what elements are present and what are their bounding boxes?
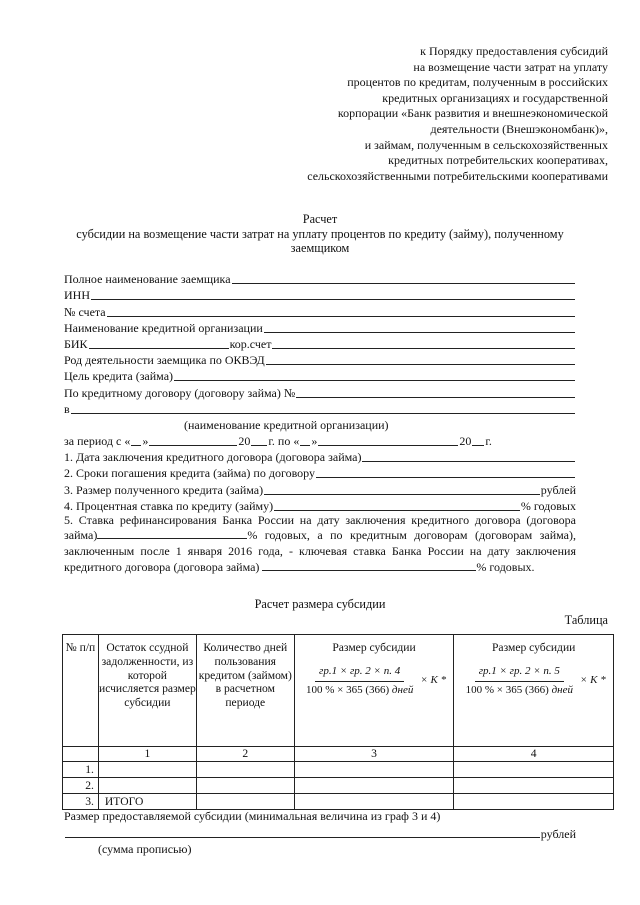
column-number xyxy=(63,747,99,762)
multiplier: × K * xyxy=(579,674,606,687)
field-label: 2. Сроки погашения кредита (займа) по договору xyxy=(64,466,315,481)
formula xyxy=(295,665,454,698)
field-label: % годовых. xyxy=(476,559,535,574)
blank-line[interactable] xyxy=(65,826,540,838)
blank-line[interactable] xyxy=(174,369,575,381)
table-caption: Таблица xyxy=(564,613,608,627)
subsidy-amount xyxy=(64,808,576,856)
field-period xyxy=(64,432,576,448)
blank-line[interactable] xyxy=(264,321,575,333)
field-item1 xyxy=(64,448,576,464)
formula xyxy=(454,665,613,698)
table-title: Расчет размера субсидии xyxy=(254,597,386,611)
total-label: ИТОГО xyxy=(98,794,196,810)
blank-line[interactable] xyxy=(300,434,310,446)
field-label: По кредитному договору (договору займа) № xyxy=(64,385,296,400)
subsidy-amount-row xyxy=(64,824,576,840)
header-line: сельскохозяйственными потребительскими кооперативами xyxy=(307,168,608,183)
blank-line[interactable] xyxy=(251,434,267,446)
multiplier: × K * xyxy=(420,674,447,687)
blank-line[interactable] xyxy=(232,272,575,284)
header-cell-formula-4 xyxy=(454,635,614,747)
blank-line[interactable] xyxy=(131,434,141,446)
field-agreement xyxy=(64,383,576,399)
denominator-value: 100 % × 365 (366) xyxy=(465,683,549,696)
field-label: 20 xyxy=(238,434,251,449)
header-line: деятельности (Внешэкономбанк)», xyxy=(430,121,608,136)
blank-line[interactable] xyxy=(362,450,575,462)
field-label: г. xyxy=(485,434,492,449)
header-line: корпорации «Банк развития и внешнеэкономической xyxy=(337,106,608,121)
header-cell: Количество дней пользования кредитом (займом) в расчетном периоде xyxy=(196,635,294,747)
table-cell[interactable] xyxy=(196,762,294,778)
blank-line[interactable] xyxy=(316,466,575,478)
column-number: 2 xyxy=(196,747,294,762)
table-cell[interactable] xyxy=(454,778,614,794)
blank-line[interactable] xyxy=(318,434,458,446)
unit-label: рублей xyxy=(540,827,576,841)
denominator-value: 100 % × 365 (366) xyxy=(305,683,390,696)
header-cell: № п/п xyxy=(63,635,99,747)
numerator: гр.1 × гр. 2 × п. 4 xyxy=(315,665,404,682)
blank-line[interactable] xyxy=(472,434,484,446)
field-activity xyxy=(64,351,576,367)
blank-line[interactable] xyxy=(89,337,229,349)
table-cell[interactable] xyxy=(454,762,614,778)
denominator xyxy=(302,682,417,698)
document-title: Расчет xyxy=(302,212,338,226)
field-label: № счета xyxy=(64,304,106,319)
form-fields xyxy=(64,270,576,575)
table-cell[interactable] xyxy=(196,778,294,794)
field-bik xyxy=(64,335,576,351)
field-bank xyxy=(64,400,576,416)
header-line: процентов по кредитам, полученным в российских xyxy=(347,75,608,90)
column-number: 4 xyxy=(454,747,614,762)
bank-caption: (наименование кредитной организации) xyxy=(184,417,389,432)
header-line: на возмещение части затрат на уплату xyxy=(413,59,608,74)
field-purpose xyxy=(64,367,576,383)
blank-line[interactable] xyxy=(149,434,237,446)
row-number: 2. xyxy=(63,778,99,794)
field-label: 1. Дата заключения кредитного договора (договора займа) xyxy=(64,450,362,465)
field-item2 xyxy=(64,464,576,480)
unit-label: рублей xyxy=(540,482,576,497)
blank-line[interactable] xyxy=(97,528,247,539)
document-subtitle: субсидии на возмещение части затрат на уплату процентов по кредиту (займу), полученному заемщиком xyxy=(76,227,564,255)
table-cell[interactable] xyxy=(294,762,454,778)
subsidy-label: Размер предоставляемой субсидии (минимальная величина из граф 3 и 4) xyxy=(64,809,441,823)
field-borrower-name xyxy=(64,270,576,286)
header-label: Размер субсидии xyxy=(332,641,416,654)
unit-label: % годовых xyxy=(520,498,576,513)
field-label: 20 xyxy=(459,434,472,449)
fraction xyxy=(462,665,577,698)
header-label: Размер субсидии xyxy=(491,641,576,654)
field-label: Цель кредита (займа) xyxy=(64,369,174,384)
table-cell[interactable] xyxy=(98,778,196,794)
bank-caption-row xyxy=(64,416,576,432)
blank-line[interactable] xyxy=(296,386,575,398)
field-label: Род деятельности заемщика по ОКВЭД xyxy=(64,353,265,368)
column-number: 1 xyxy=(98,747,196,762)
numerator: гр.1 × гр. 2 × п. 5 xyxy=(475,665,564,682)
field-label: » xyxy=(311,434,318,449)
field-label: Наименование кредитной организации xyxy=(64,320,263,335)
field-bank-name xyxy=(64,319,576,335)
header-line: кредитных потребительских кооперативах, xyxy=(388,153,608,168)
fraction xyxy=(302,665,417,698)
header-line: кредитных организациях и государственной xyxy=(382,90,608,105)
subsidy-table xyxy=(62,634,614,810)
blank-line[interactable] xyxy=(91,288,575,300)
header-line: и займам, полученным в сельскохозяйственных xyxy=(364,137,608,152)
field-label: кор.счет xyxy=(229,336,272,351)
column-number-row xyxy=(63,747,614,762)
blank-line[interactable] xyxy=(71,402,575,414)
field-label: БИК xyxy=(64,336,88,351)
field-label: г. по « xyxy=(268,434,300,449)
field-label: » xyxy=(142,434,149,449)
field-item5 xyxy=(64,513,576,575)
denominator xyxy=(462,682,577,698)
table-row xyxy=(63,762,614,778)
field-label: в xyxy=(64,401,70,416)
blank-line[interactable] xyxy=(266,353,575,365)
field-account xyxy=(64,302,576,318)
amount-in-words-caption: (сумма прописью) xyxy=(98,842,192,856)
blank-line[interactable] xyxy=(272,337,575,349)
field-label: % годовых, а по кредитным договорам (договорам займа), заключенным после 1 января 2016 года, - ключевая ставка Банка России на дату заключения кредитного договора (договора займа) xyxy=(64,528,576,574)
field-inn xyxy=(64,286,576,302)
header-line: к Порядку предоставления субсидий xyxy=(420,44,608,58)
row-number: 3. xyxy=(63,794,99,810)
field-item3 xyxy=(64,480,576,496)
field-label: 4. Процентная ставка по кредиту (займу) xyxy=(64,498,274,513)
table-cell[interactable] xyxy=(98,762,196,778)
appendix-header xyxy=(188,44,608,184)
header-cell-formula-3 xyxy=(294,635,454,747)
table-row xyxy=(63,778,614,794)
field-label: ИНН xyxy=(64,288,90,303)
header-cell: Остаток ссудной задолженности, из которой исчисляется размер субсидии xyxy=(98,635,196,747)
table-cell[interactable] xyxy=(294,778,454,794)
denominator-unit: дней xyxy=(391,683,414,696)
table-header-row xyxy=(63,635,614,747)
field-label: 3. Размер полученного кредита (займа) xyxy=(64,482,264,497)
field-item4 xyxy=(64,497,576,513)
column-number: 3 xyxy=(294,747,454,762)
blank-line[interactable] xyxy=(107,305,575,317)
field-label: Полное наименование заемщика xyxy=(64,272,231,287)
denominator-unit: дней xyxy=(551,683,573,696)
field-label: за период с « xyxy=(64,434,131,449)
blank-line[interactable] xyxy=(274,499,520,511)
field-label: 5. Ставка рефинансирования Банка России на дату заключения кредитного договора (договора займа) xyxy=(64,512,576,543)
blank-line[interactable] xyxy=(264,483,540,495)
blank-line[interactable] xyxy=(262,560,476,571)
row-number: 1. xyxy=(63,762,99,778)
